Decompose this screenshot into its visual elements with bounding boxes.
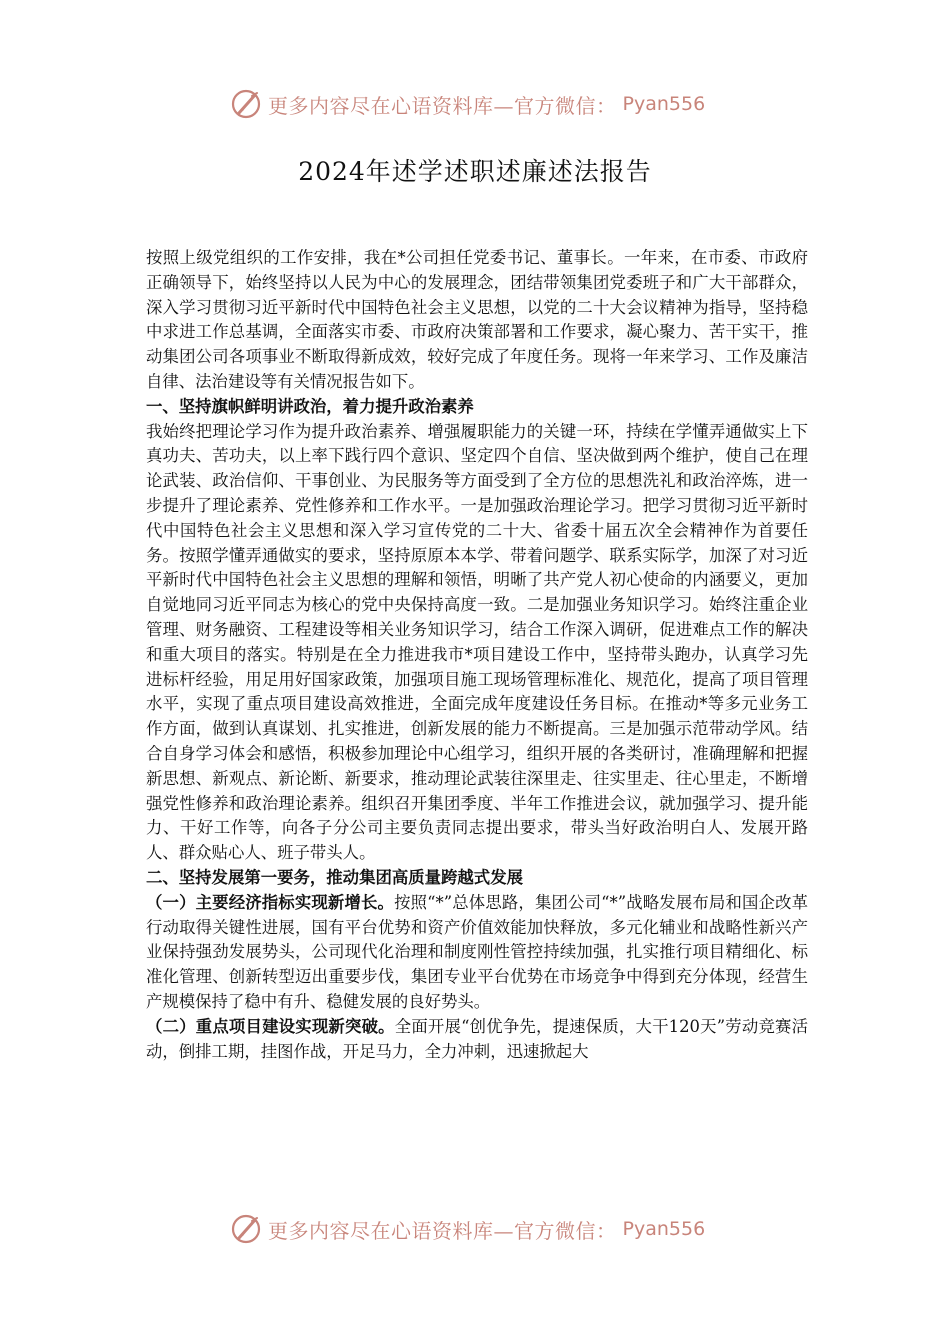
intro-paragraph: 按照上级党组织的工作安排，我在*公司担任党委书记、董事长。一年来，在市委、市政府正确领导下，始终坚持以人民为中心的发展理念，团结带领集团党委班子和广大干部群众，深入学习贯彻习近平新时代中国特色社会主义思想，以党的二十大会议精神为指导，坚持稳中求进工作总基调，全面落实市委、市政府决策部署和工作要求，凝心聚力、苦干实干，推动集团公司各项事业不断取得新成效，较好完成了年度任务。现将一年来学习、工作及廉洁自律、法治建设等有关情况报告如下。 xyxy=(146,248,808,391)
watermark-wechat-id: Pyan556 xyxy=(622,93,706,115)
subsection-2-lead: （二）重点项目建设实现新突破。 xyxy=(146,1016,395,1036)
watermark-text: 更多内容尽在心语资料库—官方微信： xyxy=(268,1218,617,1243)
document-body xyxy=(146,246,808,1064)
section-1-paragraph: 我始终把理论学习作为提升政治素养、增强履职能力的关键一环，持续在学懂弄通做实上下真功夫、苦功夫，以上率下践行四个意识、坚定四个自信、坚决做到两个维护，使自己在理论武装、政治信仰、干事创业、为民服务等方面受到了全方位的思想洗礼和政治淬炼，进一步提升了理论素养、党性修养和工作水平。一是加强政治理论学习。把学习贯彻习近平新时代中国特色社会主义思想和深入学习宣传党的二十大、省委十届五次全会精神作为首要任务。按照学懂弄通做实的要求，坚持原原本本学、带着问题学、联系实际学，加深了对习近平新时代中国特色社会主义思想的理解和领悟，明晰了共产党人初心使命的内涵要义，更加自觉地同习近平同志为核心的党中央保持高度一致。二是加强业务知识学习。始终注重企业管理、财务融资、工程建设等相关业务知识学习，结合工作深入调研，促进难点工作的解决和重大项目的落实。特别是在全力推进我市*项目建设工作中，坚持带头跑办，认真学习先进标杆经验，用足用好国家政策，加强项目施工现场管理标准化、规范化，提高了项目管理水平，实现了重点项目建设高效推进，全面完成年度建设任务目标。在推动*等多元业务工作方面，做到认真谋划、扎实推进，创新发展的能力不断提高。三是加强示范带动学风。结合自身学习体会和感悟，积极参加理论中心组学习，组织开展的各类研讨，准确理解和把握新思想、新观点、新论断、新要求，推动理论武装往深里走、往实里走、往心里走，不断增强党性修养和政治理论素养。组织召开集团季度、半年工作推进会议，就加强学习、提升能力、干好工作等，向各子分公司主要负责同志提出要求，带头当好政治明白人、发展开路人、群众贴心人、班子带头人。 xyxy=(146,421,808,863)
watermark-footer xyxy=(230,1211,705,1247)
pen-logo-icon xyxy=(230,87,264,121)
subsection-2-paragraph xyxy=(146,1015,808,1065)
subsection-1-paragraph xyxy=(146,891,808,1015)
pen-logo-icon xyxy=(230,1212,264,1246)
section-1-heading: 一、坚持旗帜鲜明讲政治，着力提升政治素养 xyxy=(146,396,474,416)
section-2-heading: 二、坚持发展第一要务，推动集团高质量跨越式发展 xyxy=(146,867,523,887)
watermark-header xyxy=(230,86,705,122)
watermark-wechat-id: Pyan556 xyxy=(622,1218,706,1240)
watermark-text: 更多内容尽在心语资料库—官方微信： xyxy=(268,93,617,118)
document-title: 2024年述学述职述廉述法报告 xyxy=(298,157,652,186)
subsection-1-body: 按照“*”总体思路，集团公司“*”战略发展布局和国企改革行动取得关键性进展，国有平台优势和资产价值效能加快释放，多元化辅业和战略性新兴产业保持强劲发展势头，公司现代化治理和制度刚性管控持续加强，扎实推行项目精细化、标准化管理、创新转型迈出重要步伐，集团专业平台优势在市场竞争中得到充分体现，经营生产规模保持了稳中有升、稳健发展的良好势头。 xyxy=(146,892,808,1011)
subsection-1-lead: （一）主要经济指标实现新增长。 xyxy=(146,892,395,912)
subsection-2-body: 全面开展“创优争先，提速保质，大干120天”劳动竞赛活动，倒排工期，挂图作战，开足马力，全力冲刺，迅速掀起大 xyxy=(146,1016,809,1061)
